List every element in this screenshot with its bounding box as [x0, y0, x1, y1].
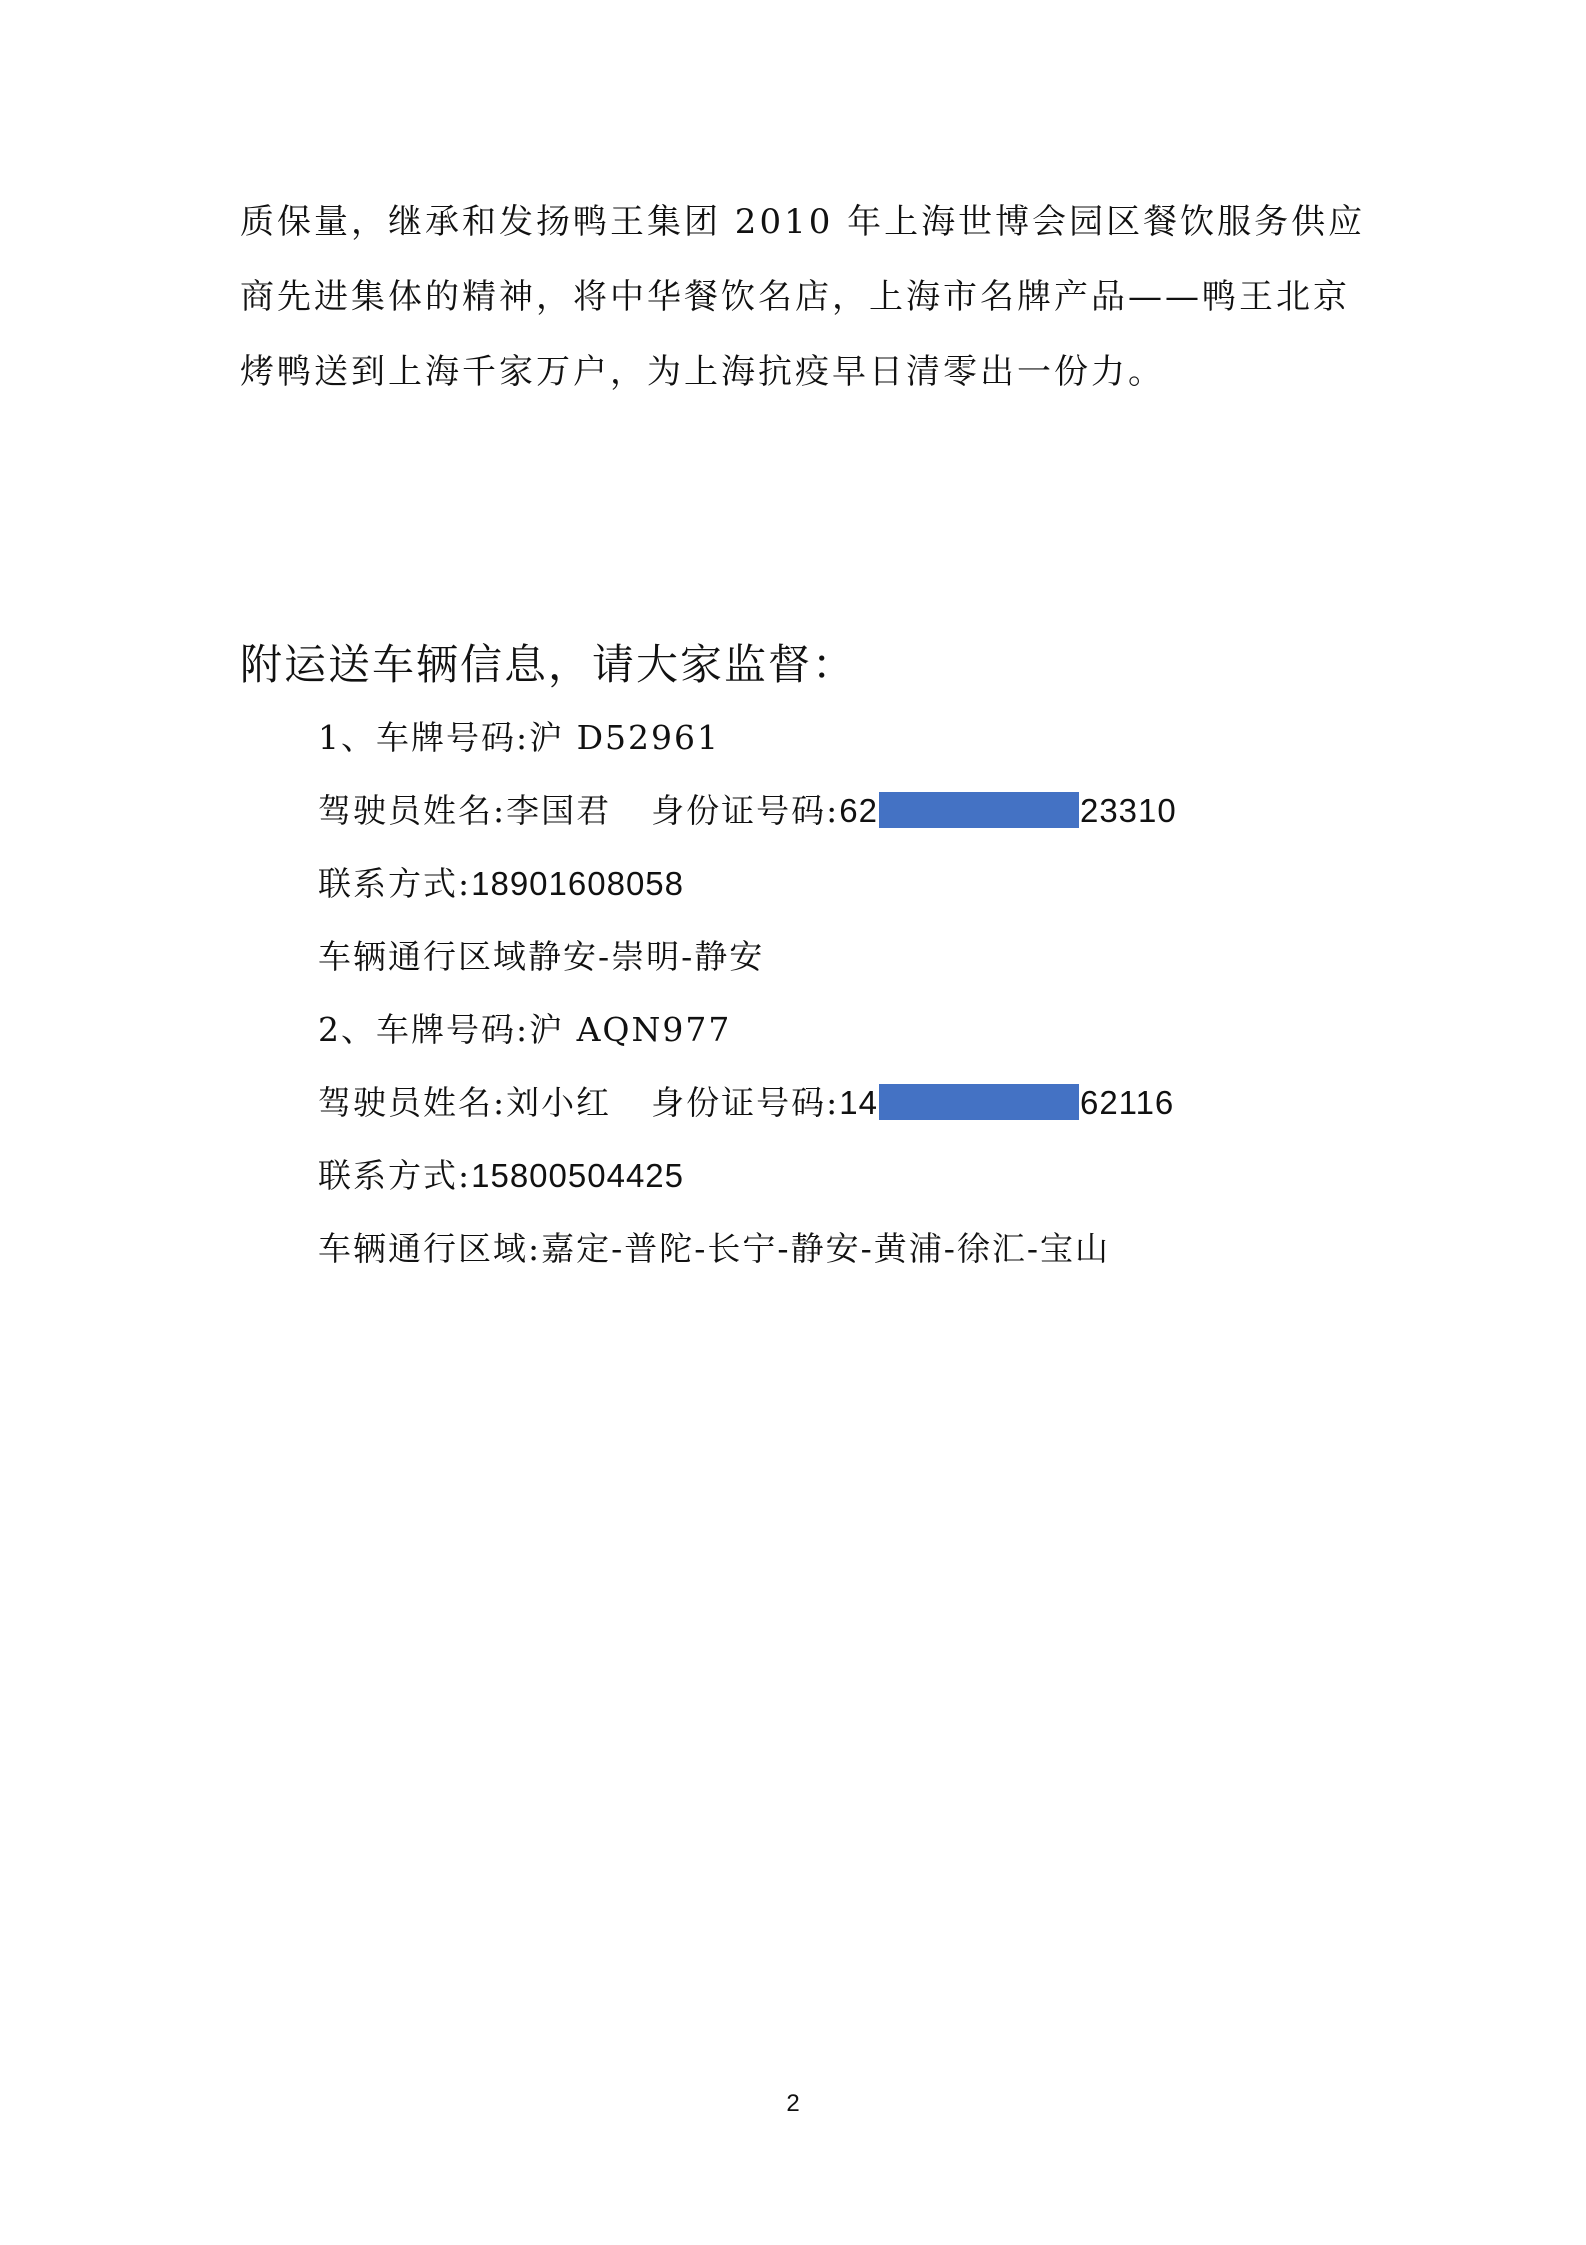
vehicle-1-contact-label: 联系方式:: [318, 864, 472, 903]
vehicle-1-id-label: 身份证号码:: [651, 791, 840, 830]
paragraph-line: 商先进集体的精神，将中华餐饮名店，上海市名牌产品——鸭王北京: [240, 277, 1350, 317]
vehicle-2-id-label: 身份证号码:: [651, 1083, 840, 1122]
vehicle-1-contact-number: 18901608058: [471, 865, 685, 902]
section-heading: 附运送车辆信息，请大家监督：: [240, 640, 857, 689]
vehicle-2-id-prefix: 14: [839, 1084, 878, 1121]
vehicle-2-contact-row: [318, 1148, 1177, 1221]
vehicle-1-contact-row: [318, 856, 1177, 929]
vehicle-1-driver-name: 驾驶员姓名:李国君: [318, 791, 612, 830]
page-number: 2: [786, 2090, 800, 2117]
paragraph-line: 烤鸭送到上海千家万户，为上海抗疫早日清零出一份力。: [240, 352, 1165, 392]
redaction-block: [879, 1084, 1079, 1120]
vehicle-2-driver-row: [318, 1075, 1177, 1148]
paragraph-line: 质保量，继承和发扬鸭王集团 2010 年上海世博会园区餐饮服务供应: [240, 202, 1366, 242]
vehicle-2-driver-name: 驾驶员姓名:刘小红: [318, 1083, 612, 1122]
vehicle-info-list: [318, 710, 1177, 1294]
vehicle-1-plate: 1、车牌号码:沪 D52961: [318, 718, 721, 757]
vehicle-2-area: 车辆通行区域:嘉定-普陀-长宁-静安-黄浦-徐汇-宝山: [318, 1229, 1111, 1268]
vehicle-1-id-prefix: 62: [839, 792, 878, 829]
vehicle-2-contact-number: 15800504425: [471, 1157, 685, 1194]
vehicle-2-id-suffix: 62116: [1079, 1084, 1175, 1121]
vehicle-2-plate: 2、车牌号码:沪 AQN977: [318, 1010, 732, 1049]
vehicle-1-area: 车辆通行区域静安-崇明-静安: [318, 937, 765, 976]
vehicle-1-driver-row: [318, 783, 1177, 856]
vehicle-1-id-suffix: 23310: [1079, 792, 1177, 829]
vehicle-2-contact-label: 联系方式:: [318, 1156, 472, 1195]
body-paragraph: [240, 185, 1366, 410]
redaction-block: [879, 792, 1079, 828]
